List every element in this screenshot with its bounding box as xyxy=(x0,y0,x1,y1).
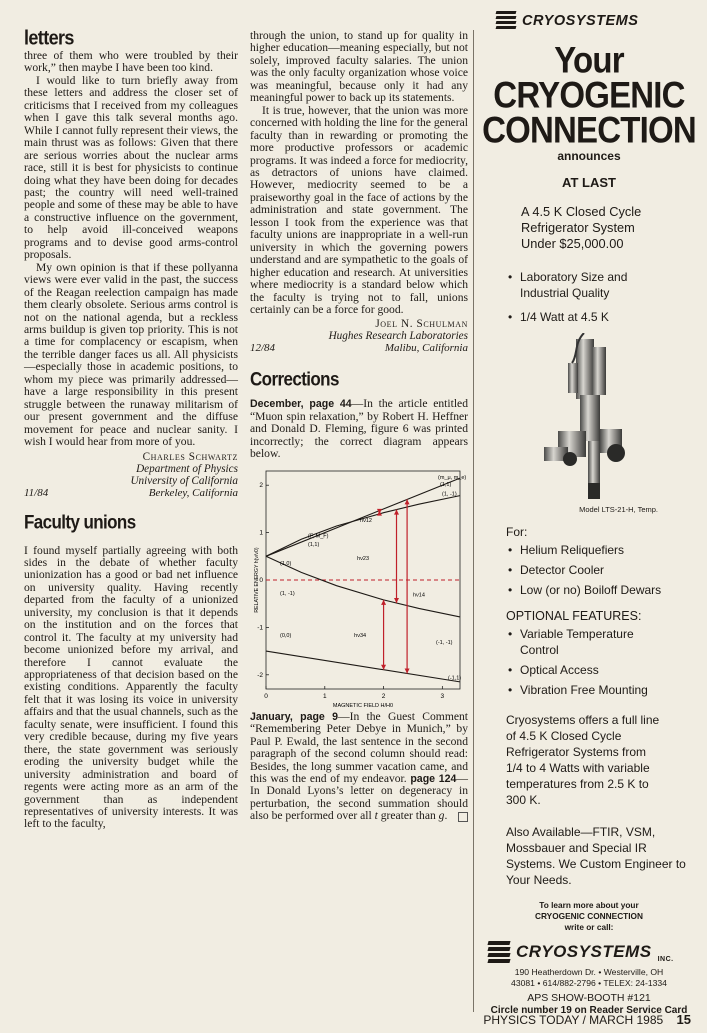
x-axis-label: MAGNETIC FIELD H/H0 xyxy=(332,702,394,709)
correction-3-end: . xyxy=(444,809,448,823)
feature-1: • Laboratory Size and Industrial Quality xyxy=(506,269,666,301)
y-tick-label: 2 xyxy=(259,481,263,489)
cryosystems-logo-icon xyxy=(496,11,516,30)
letters-heading: letters xyxy=(24,26,74,49)
faculty-signature-name: Joel N. Schulman xyxy=(375,318,468,331)
energy-level-diagram xyxy=(250,465,468,711)
faculty-paragraph-2: through the union, to stand up for quality in higher education—meaning especially, but not solely, improved faculty salaries. The union was the only faculty organization whose voice was meaningful, because only it had any meaningful power to back up its statements. xyxy=(250,29,468,105)
option-3: • Vibration Free Mounting xyxy=(506,682,666,698)
faculty-paragraph-3: It is true, however, that the union was more concerned with holding the line for the general faculty than in rewarding or promoting the more productive professors or academic programs. It was indeed a force for mediocrity, as detractors of unions have claimed. However, mediocrity seemed to be a praiseworthy goal in the face of actions by the administration and state government. The lesson I took from the experience was that faculty unions are inappropriate in a well-run university in which the governing powers understand and are sympathetic to the goals of higher education and research. At universities where mediocrity is a standard below which the faculty is trying not to fall, unions certainly can be a force for good. xyxy=(250,103,468,316)
letters-signature xyxy=(24,451,238,499)
use-2: • Detector Cooler xyxy=(506,562,686,578)
brand-inc: INC. xyxy=(657,956,674,963)
series-line-2 xyxy=(266,495,460,556)
letters-paragraph-3: My own opinion is that if these pollyanna views were ever valid in the past, the success of the Reagan reelection campaign has made them clearly obsolete. Serious arms control is not on the national agenda, but a reckless arms buildup is given top priority. This is not a time for complacency or escapism, when the terrible danger faces us all. All physicists—especially those in academic positions, to whom my piece was primarily addressed—have a large responsibility in this present struggle between the runaway militarism of our present government and the diffuse movement for peace and nuclear sanity. I wish I would hear from more of you. xyxy=(24,260,238,449)
optional-list xyxy=(506,626,666,698)
label-1-m1-left: (1, -1) xyxy=(280,590,295,597)
learn-more-3: write or call: xyxy=(564,922,614,932)
address-line-2: 43081 • 614/882-2796 • TELEX: 24-1334 xyxy=(511,978,667,988)
cryosystems-logo-icon-bottom xyxy=(488,941,510,963)
brand-name: CRYOSYSTEMS xyxy=(522,12,639,29)
signature-univ: University of California xyxy=(130,474,238,487)
faculty-unions-heading: Faculty unions xyxy=(24,510,136,533)
product-line-3: Under $25,000.00 xyxy=(521,236,624,251)
faculty-signature-place: Malibu, California xyxy=(384,342,468,355)
y-axis-label: RELATIVE ENERGY h(ν/ν0) xyxy=(254,547,260,613)
label-0-0-left: (0,0) xyxy=(280,632,292,639)
uses-list xyxy=(506,542,686,598)
label-hv12: hν12 xyxy=(360,517,372,524)
journal-issue: PHYSICS TODAY / MARCH 1985 xyxy=(483,1013,664,1027)
series-line-3 xyxy=(266,556,460,617)
label-m1-m1-right: (-1, -1) xyxy=(436,639,453,646)
use-1: • Helium Reliquefiers xyxy=(506,542,686,558)
label-1-0-left: (1,0) xyxy=(280,560,292,567)
signature-dept: Department of Physics xyxy=(136,462,238,475)
letters-body xyxy=(24,50,238,449)
correction-3-var-t: t xyxy=(374,809,378,823)
correction-1-text: —In the article entitled “Muon spin relaxation,” by Robert H. Heffner and Donald D. Fleming, figure 6 was printed incorrectly; the correct diagram appears below. xyxy=(250,397,468,461)
faculty-signature-org: Hughes Research Laboratories xyxy=(328,330,468,343)
faculty-body-col1 xyxy=(24,545,238,831)
correction-3-lead: page 124 xyxy=(410,772,457,785)
letters-paragraph-1: three of them who were troubled by their work,” then maybe I have been too kind. xyxy=(24,49,238,75)
x-tick-label: 3 xyxy=(440,692,445,700)
label-m1-1-right: (-1,1) xyxy=(448,675,462,682)
label-hv14: hν14 xyxy=(412,592,425,599)
corrections-body-2 xyxy=(250,711,468,823)
headline-cryogenic: CRYOGENIC xyxy=(493,73,685,116)
label-1-1-right: (1,1) xyxy=(440,481,452,488)
y-tick-label: -1 xyxy=(257,624,263,632)
column-rule xyxy=(473,30,474,1012)
at-last: AT LAST xyxy=(562,175,616,190)
label-mu-e: (m_μ, m_e) xyxy=(438,474,467,481)
label-1-m1-right: (1, -1) xyxy=(442,491,457,498)
also-available-paragraph: Also Available—FTIR, VSM, Mossbauer and Special IR Systems. We Custom Engineer to Your Needs. xyxy=(506,825,686,887)
correction-3-text: —In Donald Lyons’s letter on degeneracy in perturbation, the second summation should also be performed over all xyxy=(250,771,468,823)
label-1-1-left: (1,1) xyxy=(308,541,320,548)
product-line-paragraph: Cryosystems offers a full line of 4.5 K Closed Cycle Refrigerator Systems from 1/4 to 4 Watts with variable temperatures from 2.5 K to 300 K. xyxy=(506,713,660,807)
corrections-body-1 xyxy=(250,398,468,460)
letters-paragraph-2: I would like to turn briefly away from these letters and address the closer set of criticisms that I received from my colleagues when I gave this talk several months ago. While I cannot fully represent their views, the main thrust was as follows: Given that there are serious worries about the nuclear arms race, still it is best for physicists to continue doing what they have been doing for decades past; the country will need well-trained people and some of these may be able to have a constructive influence on the government, to help avoid ill-conceived weapons programs and to devise good arms-control proposals. xyxy=(24,73,238,262)
address xyxy=(480,967,698,989)
correction-2-text: —In the Guest Comment “Remembering Peter Debye in Munich,” by Paul P. Ewald, the last sentence in the second paragraph of the second column should read: Besides, the long summer vacation came, and this was the end of my endeavor. xyxy=(250,709,469,785)
end-mark-icon xyxy=(458,812,468,822)
y-tick-label: 1 xyxy=(259,529,263,537)
y-tick-label: -2 xyxy=(257,671,263,679)
brand-name-bottom: CRYOSYSTEMS xyxy=(516,942,652,961)
correction-1-lead: December, page 44 xyxy=(250,398,352,411)
column-left xyxy=(24,26,238,831)
brand-logo-bottom xyxy=(488,941,698,963)
x-tick-label: 0 xyxy=(264,692,268,700)
signature-date: 11/84 xyxy=(24,486,49,499)
y-tick-label: 0 xyxy=(259,576,263,584)
option-2: • Optical Access xyxy=(506,662,666,678)
headline-your: Your xyxy=(554,38,624,81)
learn-more xyxy=(480,900,698,933)
refrigerator-photo xyxy=(488,333,688,503)
product-line-2: Refrigerator System xyxy=(521,220,635,235)
signature-place: Berkeley, California xyxy=(148,486,238,499)
label-hv23: hν23 xyxy=(357,555,370,562)
faculty-paragraph-1: I found myself partially agreeing with both sides in the debate of whether faculty unionization has a good or bad net influence on university quality. Having recently departed from the faculty of a unionized university, my conclusion is that it depends on the institution and on the forces that control it. The faculty at my university had become unionized before my arrival, and therefore I cannot evaluate the appropriateness of that decision based on the existing conditions. Apparently the faculty felt that it was losing its voice in university affairs and that the usual channels, such as the faculty senate, were insufficient. I found this very credible because, during my five years there, the state government was seriously eroding the university budget while the university administration and board of regents were acting more as an arm of the government than as independent representatives of university interests. It was left to the faculty, xyxy=(24,543,238,831)
series-line-4 xyxy=(266,651,460,682)
label-F-MF: (F, M_F) xyxy=(308,533,329,540)
booth: APS SHOW-BOOTH #121 xyxy=(527,992,651,1004)
learn-more-2: CRYOGENIC CONNECTION xyxy=(534,911,644,921)
reader-service: Circle number 19 on Reader Service Card xyxy=(490,1005,688,1016)
corrections-heading: Corrections xyxy=(250,368,339,391)
advertisement xyxy=(480,0,698,1016)
optional-features-label: OPTIONAL FEATURES: xyxy=(506,609,642,623)
brand-logo-top xyxy=(496,11,698,30)
faculty-body-col2 xyxy=(250,30,468,316)
for-label: For: xyxy=(506,525,528,539)
use-3: • Low (or no) Boiloff Dewars xyxy=(506,582,686,598)
features-list xyxy=(506,269,666,325)
product-lines xyxy=(521,204,698,252)
feature-2: • 1/4 Watt at 4.5 K xyxy=(506,309,666,325)
option-1: • Variable Temperature Control xyxy=(506,626,666,658)
column-middle xyxy=(250,30,468,823)
signature-name: Charles Schwartz xyxy=(142,450,238,463)
faculty-signature-date: 12/84 xyxy=(250,342,276,355)
headline-connection: CONNECTION xyxy=(482,108,696,151)
correction-3-var-g: g xyxy=(438,809,445,823)
address-line-1: 190 Heatherdown Dr. • Westerville, OH xyxy=(514,967,664,977)
photo-caption: Model LTS-21-H, Temp. xyxy=(579,505,658,514)
x-tick-label: 1 xyxy=(322,692,327,700)
learn-more-1: To learn more about your xyxy=(539,900,639,910)
announces: announces xyxy=(557,149,621,163)
correction-3-tail: greater than xyxy=(377,809,439,823)
label-hv34: hν34 xyxy=(354,632,367,639)
faculty-signature xyxy=(250,318,468,354)
page-footer xyxy=(483,1012,691,1027)
correction-2-lead: January, page 9 xyxy=(250,710,339,723)
page-number: 15 xyxy=(676,1012,691,1027)
product-line-1: A 4.5 K Closed Cycle xyxy=(521,204,642,219)
x-tick-label: 2 xyxy=(381,692,386,700)
